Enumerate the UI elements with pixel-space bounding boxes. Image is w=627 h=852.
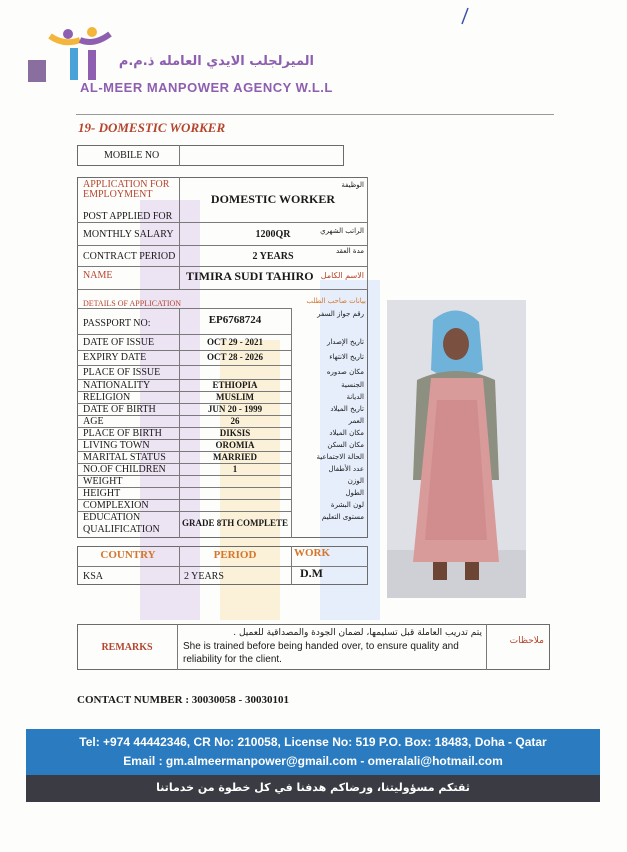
experience-header-country: COUNTRY <box>100 549 156 561</box>
field-value: MARRIED <box>213 452 257 462</box>
footer-email: Email : gm.almeermanpower@gmail.com - omeralali@hotmail.com <box>123 754 503 768</box>
field-label: EXPIRY DATE <box>83 352 147 363</box>
field-label-ar: الحالة الاجتماعية <box>316 453 364 461</box>
field-label-ar: الديانة <box>346 393 364 401</box>
remarks-text-en: She is trained before being handed over, to ensure quality and reliability for the client. <box>183 641 459 665</box>
company-name-en: AL-MEER MANPOWER AGENCY W.L.L <box>80 80 333 95</box>
applicant-photo-image <box>387 300 526 598</box>
footer-banner <box>26 729 600 775</box>
applicant-photo <box>387 300 526 598</box>
company-name-ar: الميرلجلب الايدي العامله ذ.م.م <box>118 54 314 69</box>
field-label-ar: مكان السكن <box>327 441 364 449</box>
field-value: OCT 29 - 2021 <box>206 337 264 347</box>
salary-label-ar: الراتب الشهري <box>320 227 364 235</box>
field-label-ar: تاريخ الانتهاء <box>329 353 364 361</box>
details-label-ar: بيانات صاحب الطلب <box>306 297 366 305</box>
post-applied-label: POST APPLIED FOR <box>83 211 173 222</box>
contract-label: CONTRACT PERIOD <box>83 251 176 262</box>
field-label: RELIGION <box>83 392 131 403</box>
field-value: OROMIA <box>215 440 255 450</box>
experience-country: KSA <box>83 571 104 582</box>
field-label: COMPLEXION <box>83 500 149 511</box>
remarks-label: REMARKS <box>101 642 153 653</box>
field-label: EDUCATION QUALIFICATION <box>83 512 160 535</box>
experience-period: 2 YEARS <box>184 571 224 582</box>
field-label: AGE <box>83 416 104 427</box>
post-applied-value: DOMESTIC WORKER <box>210 192 336 206</box>
field-label-ar: عدد الأطفال <box>328 465 364 473</box>
remarks-text-ar: يتم تدريب العاملة قبل تسليمها، لضمان الجودة والمصداقية للعميل . <box>233 628 482 638</box>
field-label: DATE OF BIRTH <box>83 404 156 415</box>
field-label-ar: مكان صدوره <box>326 368 364 376</box>
field-label-ar: الجنسية <box>341 381 364 389</box>
field-value: GRADE 8TH COMPLETE <box>181 518 288 528</box>
field-label: PASSPORT NO: <box>83 318 151 329</box>
field-value: EP6768724 <box>208 314 262 326</box>
field-label-ar: رقم جواز السفر <box>317 310 364 318</box>
field-value: 1 <box>232 464 238 474</box>
footer-tel: Tel: +974 44442346, CR No: 210058, License No: 519 P.O. Box: 18483, Doha - Qatar <box>79 735 547 749</box>
field-label-ar: الوزن <box>347 477 364 485</box>
field-label-ar: العمر <box>348 417 364 425</box>
field-label: NO.OF CHILDREN <box>83 464 166 475</box>
field-label: HEIGHT <box>83 488 121 499</box>
field-value: DIKSIS <box>219 428 251 438</box>
field-label: MARITAL STATUS <box>83 452 166 463</box>
name-label-ar: الاسم الكامل <box>320 271 364 280</box>
remarks-label-ar: ملاحظات <box>509 636 544 646</box>
pen-mark <box>458 6 472 26</box>
field-label: DATE OF ISSUE <box>83 337 155 348</box>
field-label: PLACE OF BIRTH <box>83 428 162 439</box>
field-label-ar: مستوى التعليم <box>321 513 364 521</box>
field-label: LIVING TOWN <box>83 440 150 451</box>
field-label-ar: مكان الميلاد <box>329 429 364 437</box>
company-header <box>28 26 548 106</box>
field-label-ar: لون البشرة <box>330 501 364 509</box>
field-value: ETHIOPIA <box>212 380 258 390</box>
field-label-ar: الطول <box>345 489 364 497</box>
header-divider <box>76 114 554 115</box>
field-label-ar: تاريخ الميلاد <box>330 405 364 413</box>
name-value: TIMIRA SUDI TAHIRO <box>186 269 314 283</box>
footer-motto: ثقتكم مسؤوليتنا، ورضاكم هدفنا في كل خطوة من خدماتنا <box>156 781 470 794</box>
field-value: JUN 20 - 1999 <box>207 404 263 414</box>
post-applied-label-ar: الوظيفة <box>341 181 364 189</box>
footer-motto-bar <box>26 775 600 802</box>
field-value: MUSLIM <box>216 392 254 402</box>
contact-number: CONTACT NUMBER : 30030058 - 30030101 <box>77 694 289 706</box>
page-title: 19- DOMESTIC WORKER <box>78 120 226 135</box>
field-value: 26 <box>230 416 240 426</box>
name-label: NAME <box>83 270 113 281</box>
mobile-label: MOBILE NO <box>104 150 160 161</box>
experience-header-period: PERIOD <box>213 549 257 561</box>
field-label: PLACE OF ISSUE <box>83 367 161 378</box>
field-label: NATIONALITY <box>83 380 151 391</box>
experience-work: D.M <box>300 566 323 580</box>
contract-value: 2 YEARS <box>252 251 294 262</box>
company-logo-icon <box>28 26 128 86</box>
application-label: APPLICATION FOR EMPLOYMENT <box>83 179 170 200</box>
salary-label: MONTHLY SALARY <box>83 229 174 240</box>
field-value: OCT 28 - 2026 <box>206 352 264 362</box>
details-label: DETAILS OF APPLICATION <box>83 299 182 308</box>
salary-value: 1200QR <box>255 229 291 240</box>
experience-header-work: WORK <box>294 547 331 559</box>
field-label-ar: تاريخ الإصدار <box>326 338 364 346</box>
contract-label-ar: مدة العقد <box>336 247 364 255</box>
field-label: WEIGHT <box>83 476 123 487</box>
